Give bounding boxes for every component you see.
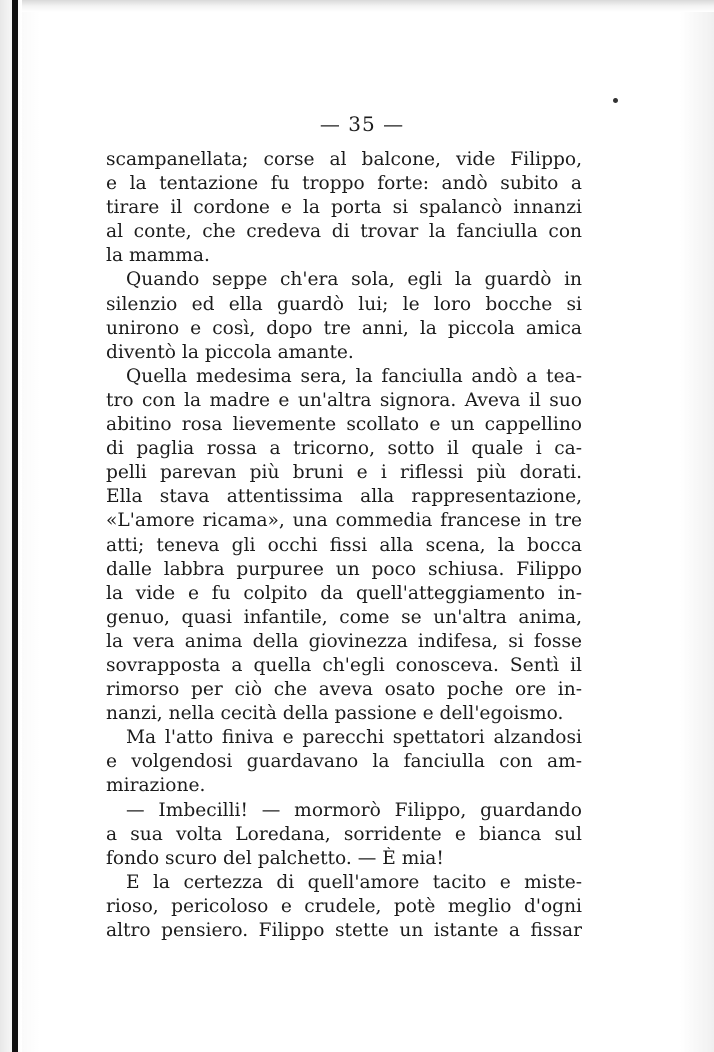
text-line: tro con la madre e un'altra signora. Aveva il suo — [106, 389, 582, 411]
text-line: Quando seppe ch'era sola, egli la guardò in — [126, 269, 582, 291]
text-line: unirono e così, dopo tre anni, la piccola amica — [106, 317, 582, 339]
text-line: silenzio ed ella guardò lui; le loro bocche si — [106, 293, 582, 315]
book-spine — [0, 0, 22, 1052]
text-line: pelli parevan più bruni e i riflessi più dorati. — [106, 462, 582, 484]
text-line: sovrapposta a quella ch'egli conosceva. Sentì il — [106, 654, 582, 676]
text-line: scampanellata; corse al balcone, vide Filippo, — [106, 149, 582, 170]
text-line: a sua volta Loredana, sorridente e bianca sul — [106, 823, 582, 845]
text-line: mirazione. — [106, 775, 206, 797]
text-line: «L'amore ricama», una commedia francese in tre — [106, 510, 582, 532]
text-line: abitino rosa lievemente scollato e un cappellino — [106, 414, 582, 436]
spine-shadow-line — [12, 0, 18, 1052]
text-line: E la certezza di quell'amore tacito e miste- — [126, 871, 582, 893]
text-line: fondo scuro del palchetto. — È mia! — [106, 847, 444, 869]
text-line: rioso, pericoloso e crudele, potè meglio d'ogni — [106, 895, 582, 917]
text-line: rimorso per ciò che aveva osato poche ore in- — [106, 679, 582, 701]
page-top-edge — [0, 0, 714, 12]
text-line: Quella medesima sera, la fanciulla andò a tea- — [126, 365, 582, 387]
text-line: genuo, quasi infantile, come se un'altra anima, — [106, 606, 582, 628]
text-line: dalle labbra purpuree un poco schiusa. Filippo — [106, 558, 582, 580]
text-line: nanzi, nella cecità della passione e dell'egoismo. — [106, 703, 564, 725]
text-line: al conte, che credeva di trovar la fanciulla con — [106, 221, 582, 243]
text-line: la mamma. — [106, 245, 210, 267]
ink-speck — [613, 98, 618, 103]
text-line: tirare il cordone e la porta si spalancò innanzi — [106, 197, 582, 219]
text-line: e volgendosi guardavano la fanciulla con am- — [106, 751, 582, 773]
text-line: altro pensiero. Filippo stette un istante a fissar — [106, 920, 582, 941]
page-number: — 35 — — [319, 112, 405, 136]
text-line: Ella stava attentissima alla rappresentazione, — [106, 486, 582, 508]
text-line: atti; teneva gli occhi fissi alla scena, la bocca — [106, 534, 582, 556]
text-line: — Imbecilli! — mormorò Filippo, guardando — [126, 799, 582, 821]
text-line: di paglia rossa a tricorno, sotto il quale i ca- — [106, 438, 582, 460]
text-line: la vera anima della giovinezza indifesa, si fosse — [106, 630, 582, 652]
text-line: la vide e fu colpito da quell'atteggiamento in- — [106, 582, 582, 604]
body-text — [106, 148, 582, 943]
text-line: e la tentazione fu troppo forte: andò subito a — [106, 173, 582, 195]
text-line: diventò la piccola amante. — [106, 341, 354, 363]
text-line: Ma l'atto finiva e parecchi spettatori alzandosi — [126, 727, 582, 749]
